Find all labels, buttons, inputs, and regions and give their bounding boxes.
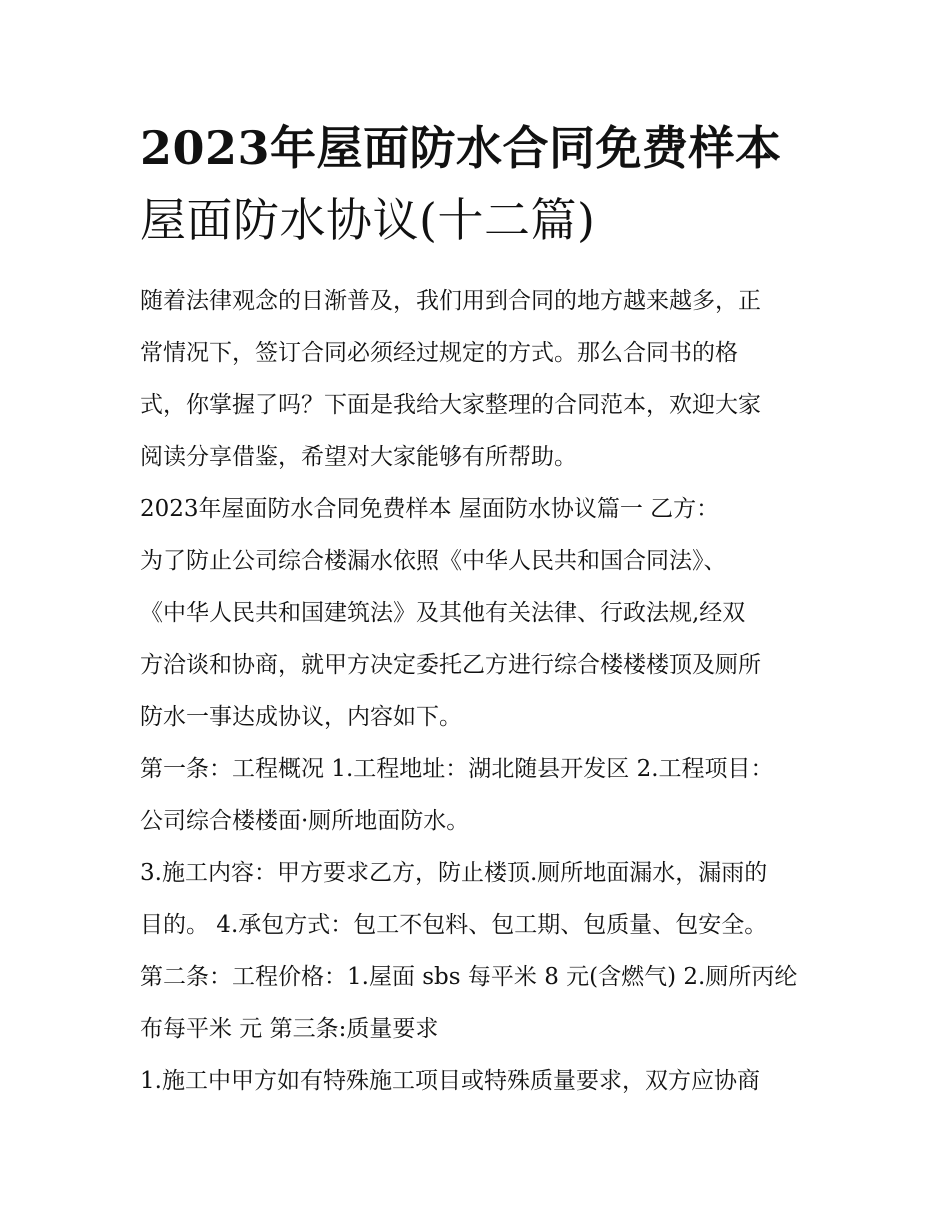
body-line: 防水一事达成协议，内容如下。 bbox=[140, 704, 462, 730]
body-line: 公司综合楼楼面·厕所地面防水。 bbox=[140, 808, 470, 834]
body-line: 为了防止公司综合楼漏水依照《中华人民共和国合同法》、 bbox=[140, 548, 727, 574]
body-line: 第二条：工程价格：1.屋面 sbs 每平米 8 元(含燃气) 2.厕所丙纶 bbox=[140, 964, 798, 990]
body-line: 常情况下，签订合同必须经过规定的方式。那么合同书的格 bbox=[140, 340, 738, 366]
body-line: 式，你掌握了吗？下面是我给大家整理的合同范本，欢迎大家 bbox=[140, 392, 761, 418]
body-line: 2023年屋面防水合同免费样本 屋面防水协议篇一 乙方： bbox=[140, 496, 720, 522]
title-line-1: 2023年屋面防水合同免费样本 bbox=[140, 121, 782, 175]
body-line: 1.施工中甲方如有特殊施工项目或特殊质量要求，双方应协商 bbox=[140, 1068, 760, 1094]
body-line: 目的。 4.承包方式：包工不包料、包工期、包质量、包安全。 bbox=[140, 912, 768, 938]
body-line: 随着法律观念的日渐普及，我们用到合同的地方越来越多，正 bbox=[140, 288, 761, 314]
body-line: 方洽谈和协商，就甲方决定委托乙方进行综合楼楼楼顶及厕所 bbox=[140, 652, 761, 678]
title-line-2: 屋面防水协议(十二篇) bbox=[140, 193, 596, 247]
document-body bbox=[140, 275, 812, 1107]
body-line: 阅读分享借鉴，希望对大家能够有所帮助。 bbox=[140, 444, 577, 470]
body-line: 《中华人民共和国建筑法》及其他有关法律、行政法规,经双 bbox=[140, 600, 746, 626]
body-line: 第一条：工程概况 1.工程地址：湖北随县开发区 2.工程项目： bbox=[140, 756, 774, 782]
document-title bbox=[140, 112, 820, 256]
body-line: 布每平米 元 第三条:质量要求 bbox=[140, 1016, 439, 1042]
body-line: 3.施工内容：甲方要求乙方，防止楼顶.厕所地面漏水，漏雨的 bbox=[140, 860, 768, 886]
